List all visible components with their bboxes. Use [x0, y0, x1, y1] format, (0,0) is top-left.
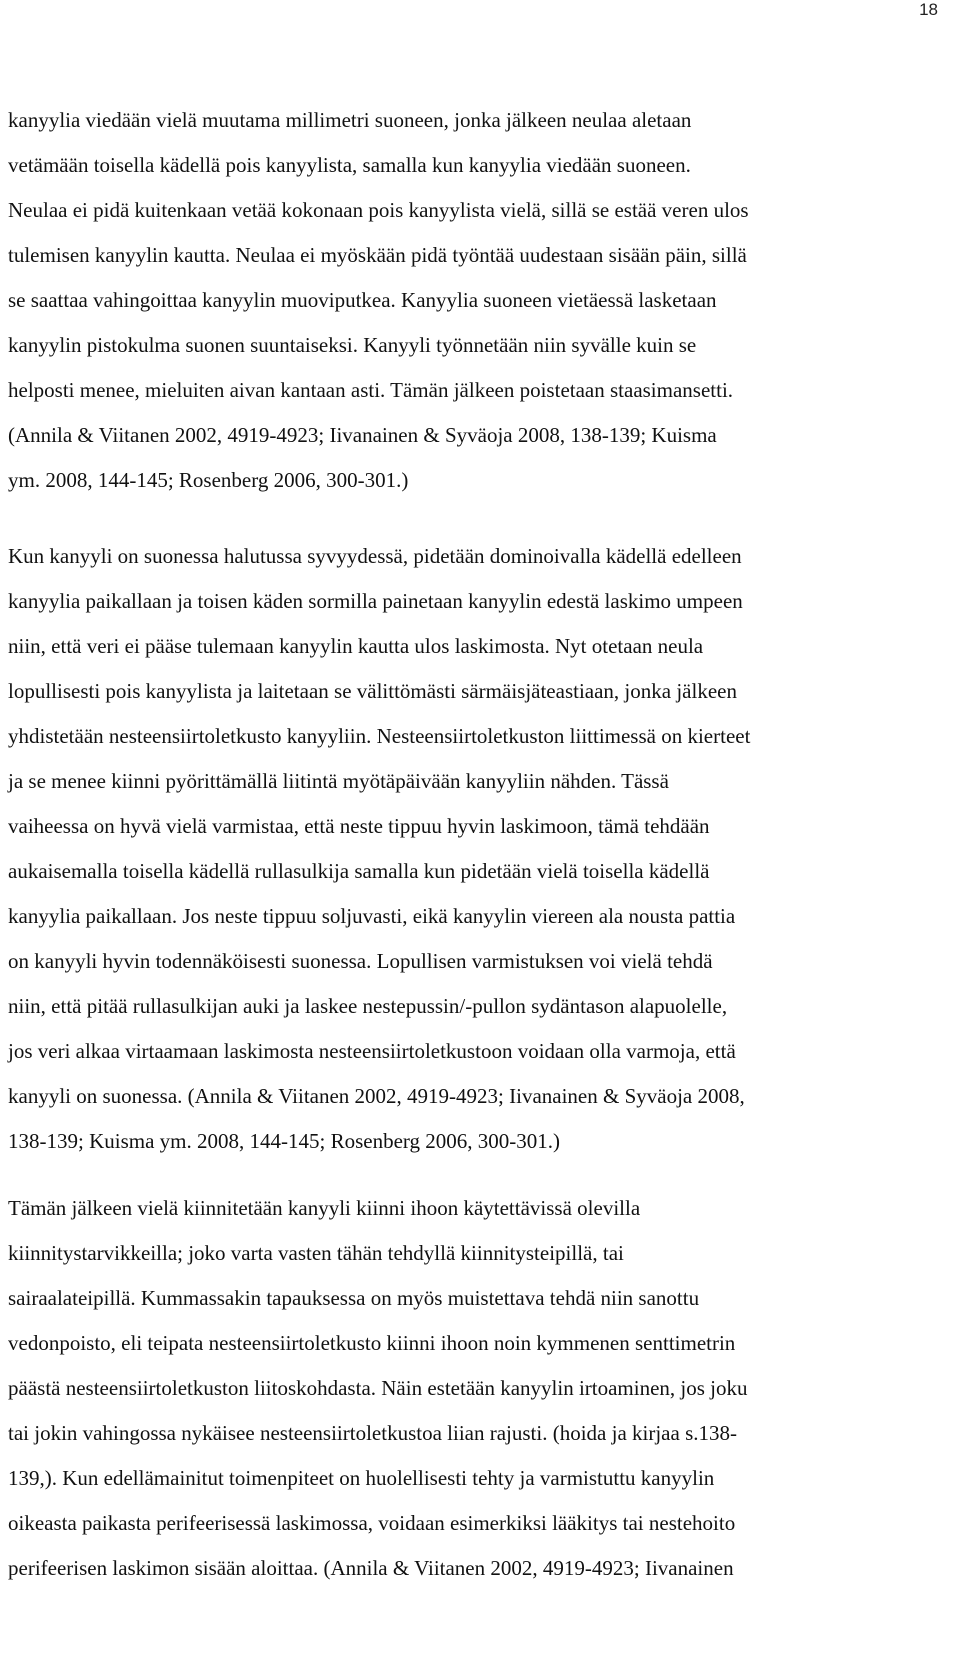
text-line: vaiheessa on hyvä vielä varmistaa, että neste tippuu hyvin laskimoon, tämä tehdään — [8, 814, 710, 838]
text-line: ja se menee kiinni pyörittämällä liitintä myötäpäivään kanyyliin nähden. Tässä — [8, 769, 669, 793]
text-line: se saattaa vahingoittaa kanyylin muoviputkea. Kanyylia suoneen vietäessä lasketaan — [8, 288, 717, 312]
text-line: sairaalateipillä. Kummassakin tapauksessa on myös muistettava tehdä niin sanottu — [8, 1286, 700, 1310]
text-line: (Annila & Viitanen 2002, 4919-4923; Iivanainen & Syväoja 2008, 138-139; Kuisma — [8, 423, 717, 447]
text-line: niin, että veri ei pääse tulemaan kanyylin kautta ulos laskimosta. Nyt otetaan neula — [8, 634, 704, 658]
text-line: lopullisesti pois kanyylista ja laitetaan se välittömästi särmäisjäteastiaan, jonka jälkeen — [8, 679, 737, 703]
text-line: kanyylia paikallaan ja toisen käden sormilla painetaan kanyylin edestä laskimo umpeen — [8, 589, 743, 613]
text-line: 138-139; Kuisma ym. 2008, 144-145; Rosenberg 2006, 300-301.) — [8, 1129, 560, 1153]
text-line: kanyylia viedään vielä muutama millimetri suoneen, jonka jälkeen neulaa aletaan — [8, 108, 692, 132]
text-line: Kun kanyyli on suonessa halutussa syvyydessä, pidetään dominoivalla kädellä edelleen — [8, 544, 742, 568]
text-line: kanyylin pistokulma suonen suuntaiseksi. Kanyyli työnnetään niin syvälle kuin se — [8, 333, 697, 357]
text-line: päästä nesteensiirtoletkuston liitoskohdasta. Näin estetään kanyylin irtoaminen, jos joku — [8, 1376, 748, 1400]
text-line: vedonpoisto, eli teipata nesteensiirtoletkusto kiinni ihoon noin kymmenen senttimetrin — [8, 1331, 736, 1355]
text-line: jos veri alkaa virtaamaan laskimosta nesteensiirtoletkustoon voidaan olla varmoja, että — [8, 1039, 736, 1063]
text-line: vetämään toisella kädellä pois kanyylista, samalla kun kanyylia viedään suoneen. — [8, 153, 691, 177]
paragraph — [8, 98, 952, 503]
paragraph — [8, 1186, 952, 1591]
text-line: aukaisemalla toisella kädellä rullasulkija samalla kun pidetään vielä toisella kädellä — [8, 859, 710, 883]
paragraph — [8, 534, 952, 1164]
text-line: niin, että pitää rullasulkijan auki ja laskee nestepussin/-pullon sydäntason alapuolelle, — [8, 994, 728, 1018]
text-line: Neulaa ei pidä kuitenkaan vetää kokonaan pois kanyylista vielä, sillä se estää veren ulos — [8, 198, 749, 222]
text-line: kiinnitystarvikkeilla; joko varta vasten tähän tehdyllä kiinnitysteipillä, tai — [8, 1241, 624, 1265]
text-line: tai jokin vahingossa nykäisee nesteensiirtoletkustoa liian rajusti. (hoida ja kirjaa s.138- — [8, 1421, 737, 1445]
text-line: oikeasta paikasta perifeerisessä laskimossa, voidaan esimerkiksi lääkitys tai nestehoito — [8, 1511, 736, 1535]
text-line: yhdistetään nesteensiirtoletkusto kanyyliin. Nesteensiirtoletkuston liittimessä on kierteet — [8, 724, 751, 748]
text-line: kanyyli on suonessa. (Annila & Viitanen 2002, 4919-4923; Iivanainen & Syväoja 2008, — [8, 1084, 745, 1108]
text-line: on kanyyli hyvin todennäköisesti suonessa. Lopullisen varmistuksen voi vielä tehdä — [8, 949, 713, 973]
page-number: 18 — [919, 0, 938, 19]
text-line: tulemisen kanyylin kautta. Neulaa ei myöskään pidä työntää uudestaan sisään päin, sillä — [8, 243, 747, 267]
text-line: kanyylia paikallaan. Jos neste tippuu soljuvasti, eikä kanyylin viereen ala nousta pattia — [8, 904, 736, 928]
text-line: Tämän jälkeen vielä kiinnitetään kanyyli kiinni ihoon käytettävissä olevilla — [8, 1196, 641, 1220]
text-line: ym. 2008, 144-145; Rosenberg 2006, 300-301.) — [8, 468, 409, 492]
text-line: 139,). Kun edellämainitut toimenpiteet on huolellisesti tehty ja varmistuttu kanyylin — [8, 1466, 715, 1490]
text-line: helposti menee, mieluiten aivan kantaan asti. Tämän jälkeen poistetaan staasimansetti. — [8, 378, 734, 402]
text-line: perifeerisen laskimon sisään aloittaa. (Annila & Viitanen 2002, 4919-4923; Iivanainen — [8, 1556, 734, 1580]
